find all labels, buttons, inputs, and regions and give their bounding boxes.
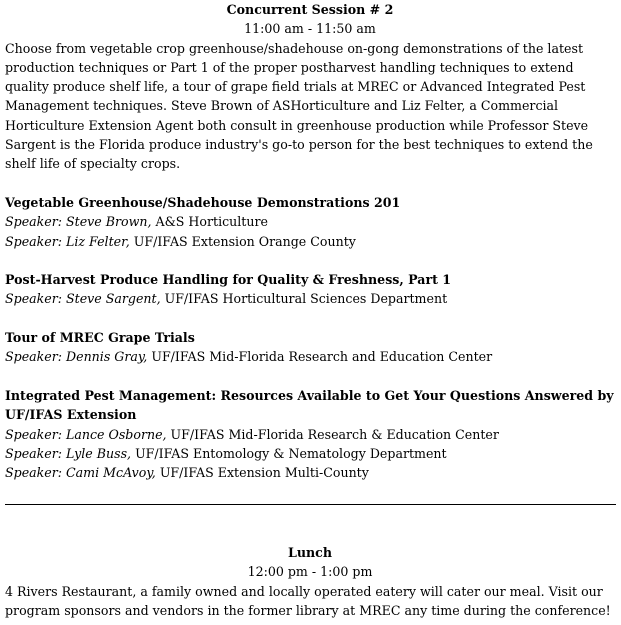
speaker-line [5,425,615,444]
speaker-affiliation: A&S Horticulture [151,214,268,230]
session-description: Choose from vegetable crop greenhouse/shadehouse on-gong demonstrations of the latest production techniques or Part 1 of the proper postharvest handling techniques to extend quality produce shelf life, a tour of grape field trials at MREC or Advanced Integrated Pest Management techniques. Steve Brown of ASHorticulture and Liz Felter, a Commercial Horticulture Extension Agent both consult in greenhouse production while Professor Steve Sargent is the Florida produce industry's go-to person for the best techniques to extend the shelf life of specialty crops. [5,40,593,172]
speaker-line [5,463,615,482]
speaker-name: Dennis Gray, [66,349,148,365]
speaker-affiliation: UF/IFAS Entomology & Nematology Department [131,445,447,461]
speaker-prefix: Speaker: [5,445,62,461]
speaker-name: Steve Brown, [66,214,152,230]
session-block [5,0,615,482]
speaker-name: Lance Osborne, [66,426,167,442]
speaker-name: Lyle Buss, [66,445,132,461]
track-grape-tour [5,328,615,367]
speaker-line [5,212,615,231]
lunch-block [5,543,615,620]
speaker-line [5,289,615,308]
speaker-line [5,444,615,463]
session-title: Concurrent Session # 2 [226,2,394,17]
speaker-affiliation: UF/IFAS Horticultural Sciences Department [160,291,448,307]
track-ipm [5,386,615,482]
track-title: Post-Harvest Produce Handling for Quality & Freshness, Part 1 [5,272,452,288]
speaker-affiliation: UF/IFAS Mid-Florida Research and Education Center [147,349,493,365]
speaker-name: Liz Felter, [66,233,130,249]
lunch-time: 12:00 pm - 1:00 pm [247,564,373,580]
speaker-prefix: Speaker: [5,465,62,481]
lunch-description: 4 Rivers Restaurant, a family owned and locally operated eatery will cater our meal. Visit our program sponsors and vendors in the former library at MREC any time during the conference! [5,583,611,618]
speaker-line [5,347,615,366]
track-title: Integrated Pest Management: Resources Available to Get Your Questions Answered by UF/IFAS Extension [5,387,614,423]
session-time: 11:00 am - 11:50 am [244,21,376,37]
section-divider [5,504,616,505]
spacer [5,251,615,270]
lunch-title: Lunch [288,545,332,560]
speaker-prefix: Speaker: [5,291,62,307]
speaker-name: Cami McAvoy, [66,465,156,481]
speaker-prefix: Speaker: [5,214,62,230]
track-title: Vegetable Greenhouse/Shadehouse Demonstrations 201 [5,194,401,210]
spacer [5,174,615,193]
track-postharvest [5,270,615,309]
speaker-prefix: Speaker: [5,233,62,249]
speaker-prefix: Speaker: [5,426,62,442]
speaker-prefix: Speaker: [5,349,62,365]
speaker-line [5,232,615,251]
speaker-affiliation: UF/IFAS Extension Orange County [129,233,356,249]
track-greenhouse [5,193,615,251]
spacer [5,309,615,328]
spacer [5,367,615,386]
speaker-affiliation: UF/IFAS Extension Multi-County [155,465,369,481]
track-title: Tour of MREC Grape Trials [5,330,195,346]
speaker-affiliation: UF/IFAS Mid-Florida Research & Education Center [166,426,499,442]
speaker-name: Steve Sargent, [66,291,161,307]
